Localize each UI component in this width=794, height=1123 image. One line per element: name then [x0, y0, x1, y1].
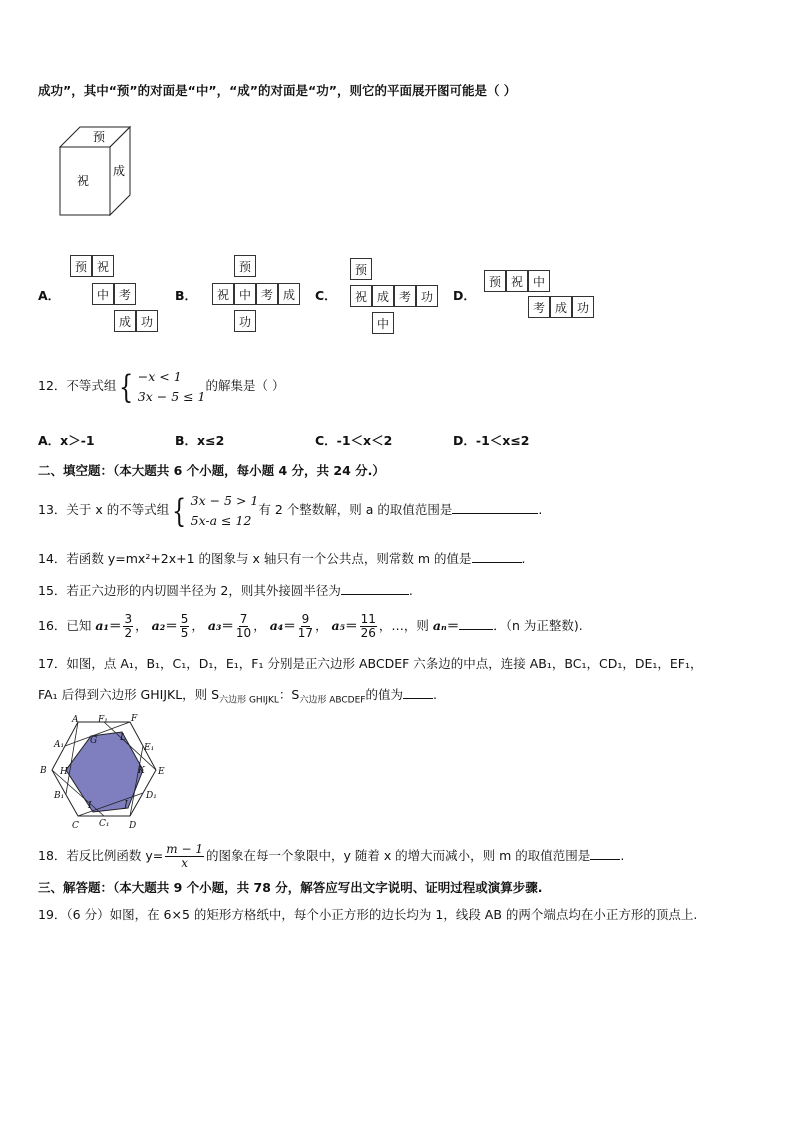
term-name: a₅	[331, 618, 346, 633]
term-name: a₂	[151, 618, 166, 633]
answer-blank[interactable]	[452, 501, 538, 514]
q18-prefix: 18．若反比例函数 y=	[38, 848, 164, 863]
term-fraction: $\frac{11}{26}$	[360, 612, 376, 640]
net-cell: 成	[278, 283, 300, 305]
q19: 19．（6 分）如图，在 6×5 的矩形方格纸中，每个小正方形的边长均为 1，线段 AB 的两个端点均在小正方形的顶点上.	[38, 907, 698, 922]
answer-blank[interactable]	[590, 847, 620, 860]
q17-end: .	[433, 687, 437, 702]
answer-blank[interactable]	[403, 686, 433, 699]
hexagon-figure	[36, 712, 176, 832]
q17-line2a: FA₁ 后得到六边形 GHIJKL，则 S	[38, 687, 220, 702]
net-cell: 中	[372, 312, 394, 334]
term-fraction: $\frac{3}{2}$	[124, 612, 133, 640]
net-cell: 祝	[506, 270, 528, 292]
cube-top-label: 预	[93, 130, 106, 144]
q13-prefix: 13．关于 x 的不等式组	[38, 502, 170, 517]
label-c1: C₁	[99, 819, 110, 829]
term-name: a₁	[95, 618, 109, 633]
net-cell: 预	[350, 258, 372, 280]
q11-stem: 成功”，其中“预”的对面是“中”，“成”的对面是“功”，则它的平面展开图可能是（ ）	[38, 83, 517, 98]
q15-end: .	[408, 583, 413, 598]
q12-choice-d[interactable]: D．-1＜x≤2	[453, 433, 530, 448]
label-e: E	[158, 767, 165, 777]
label-l: L	[120, 733, 126, 743]
q17-line2	[38, 686, 774, 710]
q14-end: .	[521, 551, 526, 566]
q14	[38, 550, 774, 568]
net-cell: 预	[484, 270, 506, 292]
net-cell: 考	[114, 283, 136, 305]
q18-num: m − 1	[166, 842, 203, 856]
q18-den: x	[181, 856, 188, 870]
q15-text: 15．若正六边形的内切圆半径为 2，则其外接圆半径为	[38, 583, 341, 598]
net-cell: 成	[550, 296, 572, 318]
q16: 16．已知 a₁＝ $\frac{3}{2}$ ， a₂＝ $\frac{5}{5}$ ， a₃＝ $\frac{7}{10}$ ， a₄＝ $\frac{9}{17}$ ， a₅＝ $\frac{11}{26}$ ，…，则 aₙ＝ ．（n 为正整数).	[38, 612, 583, 640]
q17-sub2: 六边形 ABCDEF	[299, 695, 366, 706]
net-cell: 功	[234, 310, 256, 332]
q13	[38, 490, 542, 531]
q12-choice-b[interactable]: B．x≤2	[175, 433, 225, 448]
q16-prefix: 16．已知	[38, 618, 92, 633]
net-cell: 祝	[212, 283, 234, 305]
q12-eq1: −x < 1	[137, 368, 182, 384]
term-fraction: $\frac{9}{17}$	[297, 612, 314, 640]
q15	[38, 582, 774, 600]
net-cell: 中	[92, 283, 114, 305]
q13-eq1: 3x − 5 > 1	[190, 492, 259, 508]
q18-end: .	[620, 848, 625, 863]
answer-blank[interactable]	[459, 617, 493, 630]
net-cell: 祝	[350, 285, 372, 307]
label-g: G	[90, 736, 98, 746]
label-e1: E₁	[144, 743, 155, 753]
label-f1: F₁	[98, 715, 108, 725]
label-i: I	[88, 801, 92, 811]
label-d: D	[129, 821, 137, 831]
shaded-hexagon	[66, 732, 143, 812]
label-a1: A₁	[54, 740, 65, 750]
net-cell: 功	[416, 285, 438, 307]
q17-line1: 17．如图，点 A₁，B₁，C₁，D₁，E₁，F₁ 分别是正六边形 ABCDEF 六条边的中点，连接 AB₁，BC₁，CD₁，DE₁，EF₁，	[38, 656, 703, 671]
q13-suffix: 有 2 个整数解，则 a 的取值范围是	[258, 502, 453, 517]
q13-system: { 3x − 5 > 1 5x-a ≤ 12	[172, 491, 259, 530]
net-cell: 中	[528, 270, 550, 292]
net-cell: 功	[136, 310, 158, 332]
q12-suffix: 的解集是（ ）	[205, 378, 285, 393]
net-cell: 成	[372, 285, 394, 307]
label-j: J	[124, 800, 128, 810]
net-cell: 成	[114, 310, 136, 332]
q13-eq2: 5x-a ≤ 12	[190, 512, 252, 528]
label-k: K	[138, 766, 145, 776]
cube-front-label: 祝	[77, 174, 90, 188]
q12-system: { −x < 1 3x − 5 ≤ 1	[119, 367, 206, 406]
label-f: F	[131, 714, 138, 724]
answer-blank[interactable]	[472, 550, 522, 563]
option-b-label[interactable]: B．	[175, 288, 198, 303]
net-cell: 考	[256, 283, 278, 305]
net-cell: 考	[528, 296, 550, 318]
label-c: C	[72, 821, 79, 831]
q17-line2b: 的值为	[365, 687, 403, 702]
cube-right-label: 成	[113, 164, 126, 178]
net-cell: 考	[394, 285, 416, 307]
section-3-heading: 三、解答题：（本大题共 9 个小题，共 78 分，解答应写出文字说明、证明过程或演算步骤.	[38, 880, 543, 895]
net-cell: 中	[234, 283, 256, 305]
q18-fraction	[165, 843, 204, 870]
answer-blank[interactable]	[341, 582, 409, 595]
q12-eq2: 3x − 5 ≤ 1	[137, 388, 206, 404]
q18-suffix: 的图象在每一个象限中，y 随着 x 的增大而减小，则 m 的取值范围是	[205, 848, 591, 863]
q16-dots: ，…，则	[378, 618, 429, 633]
label-b1: B₁	[54, 791, 65, 801]
q12-choice-a[interactable]: A．x＞-1	[38, 433, 95, 448]
term-name: a₃	[207, 618, 222, 633]
label-b: B	[40, 766, 47, 776]
term-fraction: $\frac{5}{5}$	[180, 612, 189, 640]
section-2-heading: 二、填空题：（本大题共 6 个小题，每小题 4 分，共 24 分.）	[38, 463, 385, 478]
q17-colon: ：S	[278, 687, 300, 702]
q12-choice-c[interactable]: C．-1＜x＜2	[315, 433, 393, 448]
q18	[38, 838, 624, 874]
term-name-n: aₙ	[432, 618, 447, 633]
option-d-label[interactable]: D．	[453, 288, 476, 303]
cube-figure	[55, 125, 135, 217]
q13-end: .	[538, 502, 543, 517]
net-cell: 祝	[92, 255, 114, 277]
q17-sub1: 六边形 GHIJKL	[219, 695, 279, 706]
label-h: H	[60, 767, 68, 777]
net-cell: 功	[572, 296, 594, 318]
option-a-label[interactable]: A．	[38, 288, 61, 303]
q12-prefix: 12．不等式组	[38, 378, 117, 393]
net-cell: 预	[234, 255, 256, 277]
q12	[38, 366, 285, 407]
q16-tail: ．（n 为正整数).	[493, 618, 583, 633]
label-d1: D₁	[146, 791, 157, 801]
term-name: a₄	[269, 618, 284, 633]
q14-text: 14．若函数 y=mx²+2x+1 的图象与 x 轴只有一个公共点，则常数 m 的值是	[38, 551, 472, 566]
term-fraction: $\frac{7}{10}$	[235, 612, 252, 640]
net-cell: 预	[70, 255, 92, 277]
label-a: A	[72, 715, 79, 725]
option-c-label[interactable]: C．	[315, 288, 337, 303]
